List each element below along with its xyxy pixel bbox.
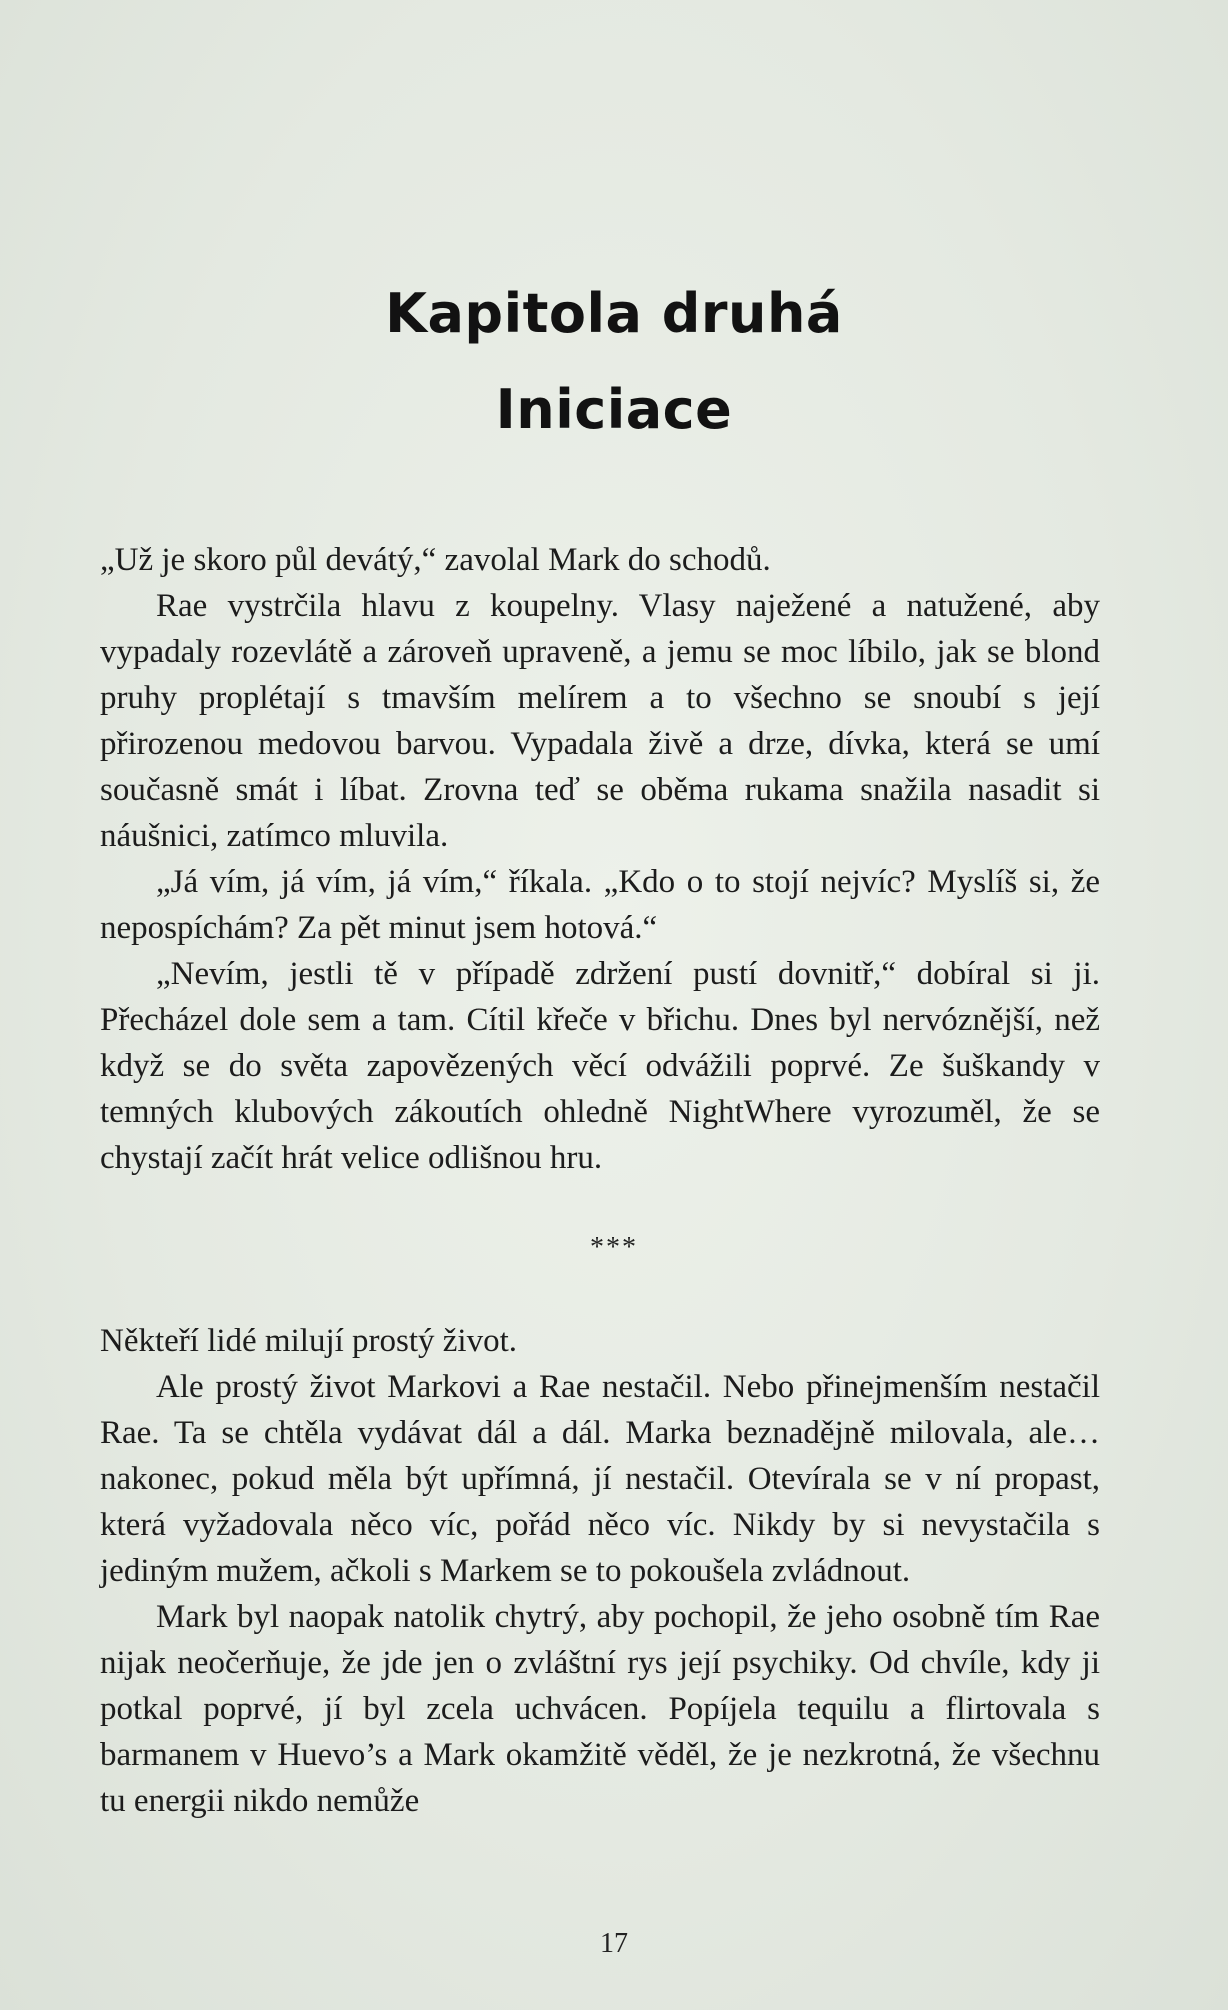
text-block-2	[100, 1318, 1100, 1824]
paragraph: „Už je skoro půl devátý,“ zavolal Mark do schodů.	[100, 542, 771, 578]
chapter-subtitle: Iniciace	[495, 378, 733, 441]
paragraph: „Nevím, jestli tě v případě zdržení pustí dovnitř,“ dobíral si ji. Přecházel dole sem a tam. Cítil křeče v břichu. Dnes byl nervóznější, než když se do světa zapovězených věcí odvážili poprvé. Ze šuškandy v temných klubových zákoutích ohledně NightWhere vyrozuměl, že se chystají začít hrát velice odlišnou hru.	[100, 956, 1100, 1176]
paragraph: Rae vystrčila hlavu z koupelny. Vlasy naježené a natužené, aby vypadaly rozevlátě a zároveň upraveně, a jemu se moc líbilo, jak se blond pruhy proplétají s tmavším melírem a to všechno se snoubí s její přirozenou medovou barvou. Vypadala živě a drze, dívka, která se umí současně smát i líbat. Zrovna teď se oběma rukama snažila nasadit si náušnici, zatímco mluvila.	[100, 588, 1100, 854]
paragraph: Někteří lidé milují prostý život.	[100, 1323, 518, 1359]
paragraph: „Já vím, já vím, já vím,“ říkala. „Kdo o to stojí nejvíc? Myslíš si, že nepospíchám? Za pět minut jsem hotová.“	[100, 864, 1100, 946]
section-separator: ***	[590, 1232, 638, 1263]
page-number: 17	[600, 1928, 628, 1959]
paragraph: Mark byl naopak natolik chytrý, aby pochopil, že jeho osobně tím Rae nijak neočerňuje, že jde jen o zvláštní rys její psychiky. Od chvíle, kdy ji potkal poprvé, jí byl zcela uchvácen. Popíjela tequilu a flirtovala s barmanem v Huevo’s a Mark okamžitě věděl, že je nezkrotná, že všechnu tu energii nikdo nemůže	[100, 1599, 1100, 1819]
paragraph: Ale prostý život Markovi a Rae nestačil. Nebo přinejmenším nestačil Rae. Ta se chtěla vydávat dál a dál. Marka beznadějně milovala, ale… nakonec, pokud měla být upřímná, jí nestačil. Otevírala se v ní propast, která vyžadovala něco víc, pořád něco víc. Nikdy by si nevystačila s jediným mužem, ačkoli s Markem se to pokoušela zvládnout.	[100, 1369, 1100, 1589]
chapter-title: Kapitola druhá	[385, 282, 843, 345]
text-block-1	[100, 537, 1100, 1181]
